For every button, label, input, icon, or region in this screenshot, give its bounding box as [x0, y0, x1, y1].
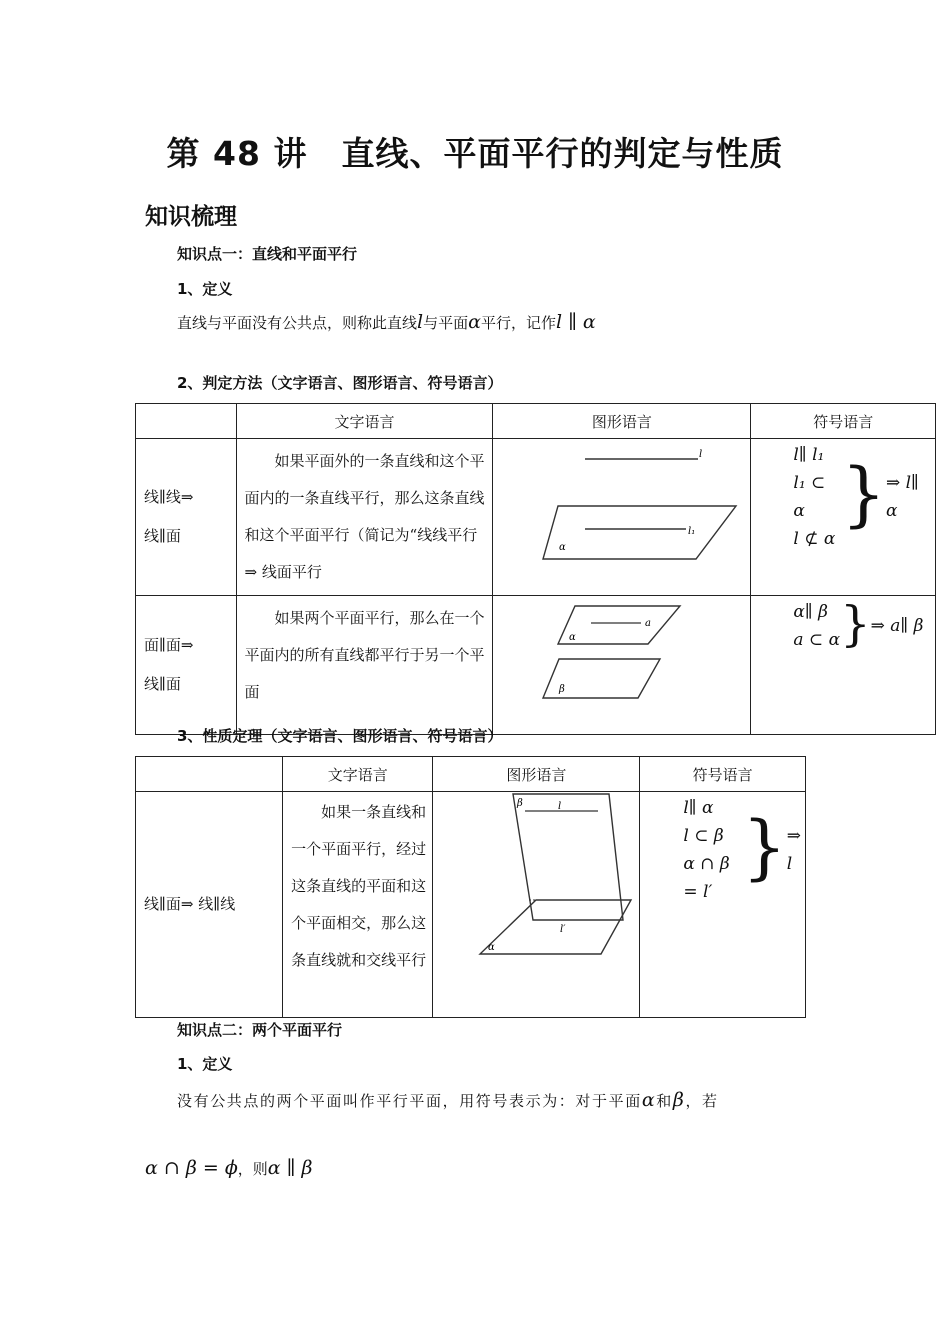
section-heading: 知识梳理 — [145, 204, 237, 230]
plane-alpha — [558, 606, 680, 644]
kp1-def-heading: 1、定义 — [177, 280, 233, 298]
table-row — [136, 439, 936, 596]
row-label: 线∥面⇒ 线∥线 — [136, 792, 283, 1018]
label-l: l — [558, 801, 562, 812]
kp1-definition — [177, 311, 596, 333]
plane-alpha — [480, 900, 631, 954]
property-table — [135, 756, 806, 1018]
plane-alpha — [543, 506, 736, 559]
row-figure — [493, 439, 751, 596]
row-text — [283, 792, 433, 1018]
label-alpha: α — [559, 541, 567, 553]
symbol-line: l ⊂ β — [683, 826, 724, 846]
row-text — [236, 439, 493, 596]
label-a: a — [645, 618, 652, 629]
row-text-content: 如果两个平面平行，那么在一个平面内的所有直线都平行于另一个平面 — [244, 609, 485, 701]
symbol-group — [683, 794, 805, 906]
symbol-conditions — [793, 441, 841, 553]
row-label-line-2: 线∥面 — [144, 527, 181, 545]
label-alpha: α — [488, 942, 496, 953]
def-line2-text: ，则 — [237, 1160, 268, 1178]
symbol-conditions — [793, 598, 840, 654]
brace-icon: } — [841, 453, 886, 535]
symbol-conditions — [683, 794, 742, 906]
header-figure-language: 图形语言 — [493, 404, 751, 439]
row-label-line-1: 面∥面⇒ — [144, 636, 194, 654]
row-label-line-2: 线∥面 — [144, 675, 181, 693]
table-row — [136, 596, 936, 735]
def-sym-alpha: α — [468, 311, 481, 333]
label-l1: l₁ — [688, 525, 696, 537]
plane-plane-parallel-figure — [493, 596, 750, 730]
header-figure-language: 图形语言 — [433, 757, 640, 792]
def-sym-alpha: α — [641, 1089, 657, 1111]
row-text-content: 如果平面外的一条直线和这个平面内的一条直线平行，那么这条直线和这个平面平行（简记为“线线平行⇒ 线面平行 — [244, 452, 485, 581]
row-symbol — [640, 792, 806, 1018]
symbol-line: l∥ α — [683, 798, 714, 818]
symbol-group — [793, 441, 935, 553]
plane-beta — [513, 794, 623, 920]
kp1-judge-heading: 2、判定方法（文字语言、图形语言、符号语言） — [177, 374, 503, 392]
table-header-row — [136, 404, 936, 439]
def-text-b: 和 — [656, 1092, 673, 1110]
row-figure — [493, 596, 751, 735]
property-figure — [433, 792, 639, 1013]
row-text-content: 如果一条直线和一个平面平行，经过这条直线的平面和这个平面相交，那么这条直线就和交线平行 — [291, 803, 427, 969]
symbol-line: l₁ ⊂ α — [793, 473, 826, 521]
symbol-line: l∥ l₁ — [793, 445, 825, 465]
label-l-prime: l′ — [560, 924, 566, 935]
kp2-heading: 知识点二：两个平面平行 — [177, 1021, 343, 1039]
header-text-language: 文字语言 — [283, 757, 433, 792]
row-symbol — [751, 596, 936, 735]
row-figure — [433, 792, 640, 1018]
header-empty — [136, 757, 283, 792]
def-sym-beta: β — [672, 1089, 686, 1111]
def-text-a: 没有公共点的两个平面叫作平行平面，用符号表示为：对于平面 — [177, 1092, 642, 1110]
row-label — [136, 439, 237, 596]
def-text-a: 直线与平面没有公共点，则称此直线 — [177, 314, 418, 332]
symbol-line: α ∩ β = l′ — [683, 854, 730, 902]
kp1-heading: 知识点一：直线和平面平行 — [177, 245, 358, 263]
symbol-result: ⇒ a∥ β — [870, 616, 924, 636]
def-text-c: 平行，记作 — [480, 314, 556, 332]
page-title: 第 48 讲 直线、平面平行的判定与性质 — [166, 134, 784, 173]
label-alpha: α — [569, 632, 577, 643]
header-empty — [136, 404, 237, 439]
def-line2-result: α ∥ β — [267, 1157, 313, 1179]
kp2-definition-line2 — [145, 1157, 312, 1179]
brace-icon: } — [840, 596, 871, 652]
row-text — [236, 596, 493, 735]
label-beta: β — [517, 798, 524, 809]
def-text-b: 与平面 — [423, 314, 469, 332]
judgement-table — [135, 403, 936, 735]
table-row — [136, 792, 806, 1018]
symbol-line: α∥ β — [793, 602, 828, 622]
symbol-line: a ⊂ α — [793, 630, 841, 650]
def-line2-sym: α ∩ β = ϕ — [145, 1157, 238, 1179]
def-text-c: ，若 — [685, 1092, 719, 1110]
def-sym-l: l — [417, 311, 424, 333]
symbol-result: ⇒ l — [786, 826, 801, 874]
row-symbol — [751, 439, 936, 596]
symbol-group — [793, 598, 935, 654]
kp1-prop-heading: 3、性质定理（文字语言、图形语言、符号语言） — [177, 727, 503, 745]
symbol-line: l ⊄ α — [793, 529, 836, 549]
symbol-result: ⇒ l∥ α — [885, 473, 919, 521]
table-header-row — [136, 757, 806, 792]
row-label-line-1: 线∥线⇒ — [144, 488, 194, 506]
header-symbol-language: 符号语言 — [640, 757, 806, 792]
brace-icon: } — [742, 806, 787, 888]
header-symbol-language: 符号语言 — [751, 404, 936, 439]
line-plane-parallel-figure — [493, 442, 750, 589]
kp2-def-heading: 1、定义 — [177, 1055, 233, 1073]
label-l: l — [699, 448, 703, 460]
kp2-definition — [177, 1089, 719, 1111]
header-text-language: 文字语言 — [236, 404, 493, 439]
def-sym-notation: l ∥ α — [555, 311, 596, 333]
label-beta: β — [559, 684, 566, 695]
row-label — [136, 596, 237, 735]
